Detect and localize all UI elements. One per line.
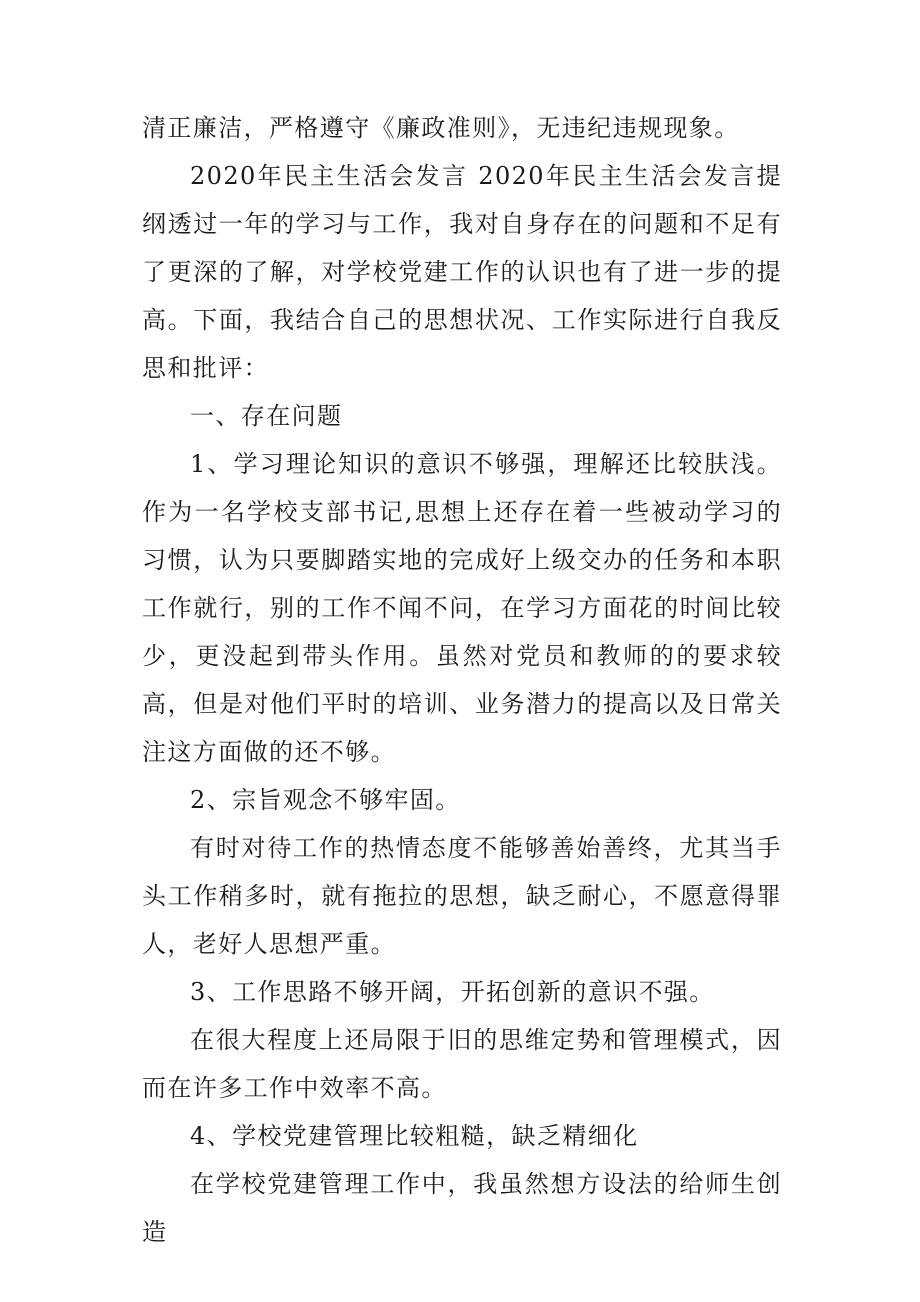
document-body (142, 104, 782, 1256)
paragraph-point-2-body: 有时对待工作的热情态度不能够善始善终，尤其当手头工作稍多时，就有拖拉的思想，缺乏耐心，不愿意得罪人，老好人思想严重。 (142, 834, 782, 958)
paragraph-point-4-body: 在学校党建管理工作中，我虽然想方设法的给师生创造 (142, 1170, 782, 1246)
paragraph-point-3-body: 在很大程度上还局限于旧的思维定势和管理模式，因而在许多工作中效率不高。 (142, 1026, 782, 1102)
paragraph-continuation: 清正廉洁，严格遵守《廉政准则》，无违纪违规现象。 (142, 114, 740, 142)
paragraph-point-1: 1、学习理论知识的意识不够强，理解还比较肤浅。作为一名学校支部书记,思想上还存在着一些被动学习的习惯，认为只要脚踏实地的完成好上级交办的任务和本职工作就行，别的工作不闻不问，在学习方面花的时间比较少，更没起到带头作用。虽然对党员和教师的的要求较高，但是对他们平时的培训、业务潜力的提高以及日常关注这方面做的还不够。 (142, 450, 782, 766)
paragraph-intro: 2020年民主生活会发言 2020年民主生活会发言提纲透过一年的学习与工作，我对自身存在的问题和不足有了更深的了解，对学校党建工作的认识也有了进一步的提高。下面，我结合自己的思想状况、工作实际进行自我反思和批评： (142, 162, 782, 382)
section-heading-problems: 一、存在问题 (190, 402, 343, 430)
point-4-heading: 4、学校党建管理比较粗糙，缺乏精细化 (190, 1122, 639, 1150)
point-2-heading: 2、宗旨观念不够牢固。 (190, 786, 461, 814)
point-3-heading: 3、工作思路不够开阔，开拓创新的意识不强。 (190, 978, 715, 1006)
